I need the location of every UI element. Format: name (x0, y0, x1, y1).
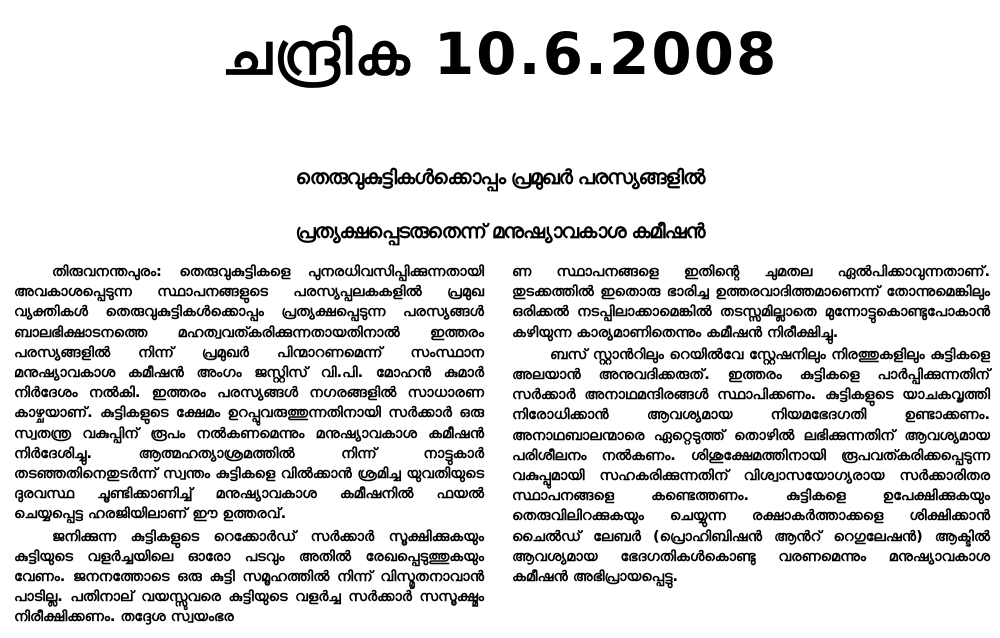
masthead-date: ചന്ദ്രിക 10.6.2008 (221, 20, 779, 88)
headline-line-2: പ്രത്യക്ഷപ്പെടരുതെന്ന് മനുഷ്യാവകാശ കമീഷൻ (295, 219, 705, 243)
article-paragraph: തിരുവനന്തപുരം: തെരുവുകുട്ടികളെ പുനരധിവസിപ്പിക്കുന്നതായി അവകാശപ്പെടുന്ന സ്ഥാപനങ്ങളുടെ പരസ്യപ്പലകകളിൽ പ്രമുഖ വ്യക്തികൾ തെരുവുകുട്ടികൾക്കൊപ്പം പ്രത്യക്ഷപ്പെടുന്ന പരസ്യങ്ങൾ ബാലഭിക്ഷാടനത്തെ മഹത്വവത്കരിക്കുന്നതായതിനാൽ ഇത്തരം പരസ്യങ്ങളിൽ നിന്ന് പ്രമുഖർ പിന്മാറണമെന്ന് സംസ്ഥാന മനുഷ്യാവകാശ കമീഷൻ അംഗം ജസ്റ്റിസ് വി.പി. മോഹൻ കുമാർ നിർദേശം നൽകി. ഇത്തരം പരസ്യങ്ങൾ നഗരങ്ങളിൽ സാധാരണ കാഴ്ചയാണ്. കുട്ടികളുടെ ക്ഷേമം ഉറപ്പുവരുത്തുന്നതിനായി സർക്കാർ ഒരു സ്വതന്ത്ര വകുപ്പിന് രൂപം നൽകണമെന്നും മനുഷ്യാവകാശ കമീഷൻ നിർദേശിച്ചു. ആത്മഹത്യാശ്രമത്തിൽ നിന്ന് നാട്ടുകാർ തടഞ്ഞതിനെതുടർന്ന് സ്വന്തം കുട്ടികളെ വിൽക്കാൻ ശ്രമിച്ച യുവതിയുടെ ദുരവസ്ഥ ചൂണ്ടിക്കാണിച്ച് മനുഷ്യാവകാശ കമീഷനിൽ ഫയൽ ചെയ്യപ്പെട്ട ഹരജിയിലാണ് ഈ ഉത്തരവ്. (14, 264, 484, 523)
article-column-left (14, 262, 484, 628)
headline-line-1: തെരുവുകുട്ടികൾക്കൊപ്പം പ്രമുഖർ പരസ്യങ്ങളിൽ (295, 165, 705, 189)
article-paragraph: ജനിക്കുന്ന കുട്ടികളുടെ റെക്കോർഡ് സർക്കാർ സൂക്ഷിക്കുകയും കുട്ടിയുടെ വളർച്ചയിലെ ഓരോ പടവും അതിൽ രേഖപ്പെടുത്തുകയും വേണം. ജനനത്തോടെ ഒരു കുട്ടി സമൂഹത്തിൽ നിന്ന് വിസ്മൃതനാവാൻ പാടില്ല. പതിനാല് വയസ്സുവരെ കുട്ടിയുടെ വളർച്ച സർക്കാർ സസൂക്ഷ്മം നിരീക്ഷിക്കണം. തദ്ദേശ സ്വയംഭര (14, 528, 484, 626)
article-paragraph: ബസ് സ്റ്റാൻറിലും റെയിൽവേ സ്റ്റേഷനിലും നിരത്തുകളിലും കുട്ടികളെ അലയാൻ അനുവദിക്കരുത്. ഇത്തരം കുട്ടികളെ പാർപ്പിക്കുന്നതിന് സർക്കാർ അനാഥമന്ദിരങ്ങൾ സ്ഥാപിക്കണം. കുട്ടികളുടെ യാചകവൃത്തി നിരോധിക്കാൻ ആവശ്യമായ നിയമഭേദഗതി ഉണ്ടാക്കണം. അനാഥബാലന്മാരെ ഏറ്റെടുത്ത് തൊഴിൽ ലഭിക്കുന്നതിന് ആവശ്യമായ പരിശീലനം നൽകണം. ശിശുക്ഷേമത്തിനായി രൂപവത്കരിക്കപ്പെടുന്ന വകുപ്പുമായി സഹകരിക്കുന്നതിന് വിശ്വാസയോഗ്യരായ സർക്കാരിതര സ്ഥാപനങ്ങളെ കണ്ടെത്തണം. കുട്ടികളെ ഉപേക്ഷിക്കുകയും തെരുവിലിറക്കുകയും ചെയ്യുന്ന രക്ഷാകർത്താക്കളെ ശിക്ഷിക്കാൻ ചൈൽഡ് ലേബർ (പ്രൊഹിബിഷൻ ആൻറ് റെഗുലേഷൻ) ആക്ടിൽ ആവശ്യമായ ഭേദഗതികൾകൊണ്ടു വരണമെന്നും മനുഷ്യാവകാശ കമീഷൻ അഭിപ്രായപ്പെട്ടു. (512, 346, 990, 586)
article-paragraph: ണ സ്ഥാപനങ്ങളെ ഇതിന്റെ ചുമതല ഏൽപിക്കാവുന്നതാണ്. തുടക്കത്തിൽ ഇതൊരു ഭാരിച്ച ഉത്തരവാദിത്തമാണെന്ന് തോന്നുമെങ്കിലും ഒരിക്കൽ നടപ്പിലാക്കാമെങ്കിൽ തടസ്സമില്ലാതെ മുന്നോട്ടുകൊണ്ടുപോകാൻ കഴിയുന്ന കാര്യമാണിതെന്നും കമീഷൻ നിരീക്ഷിച്ചു. (512, 264, 990, 341)
article-column-right (512, 262, 990, 587)
